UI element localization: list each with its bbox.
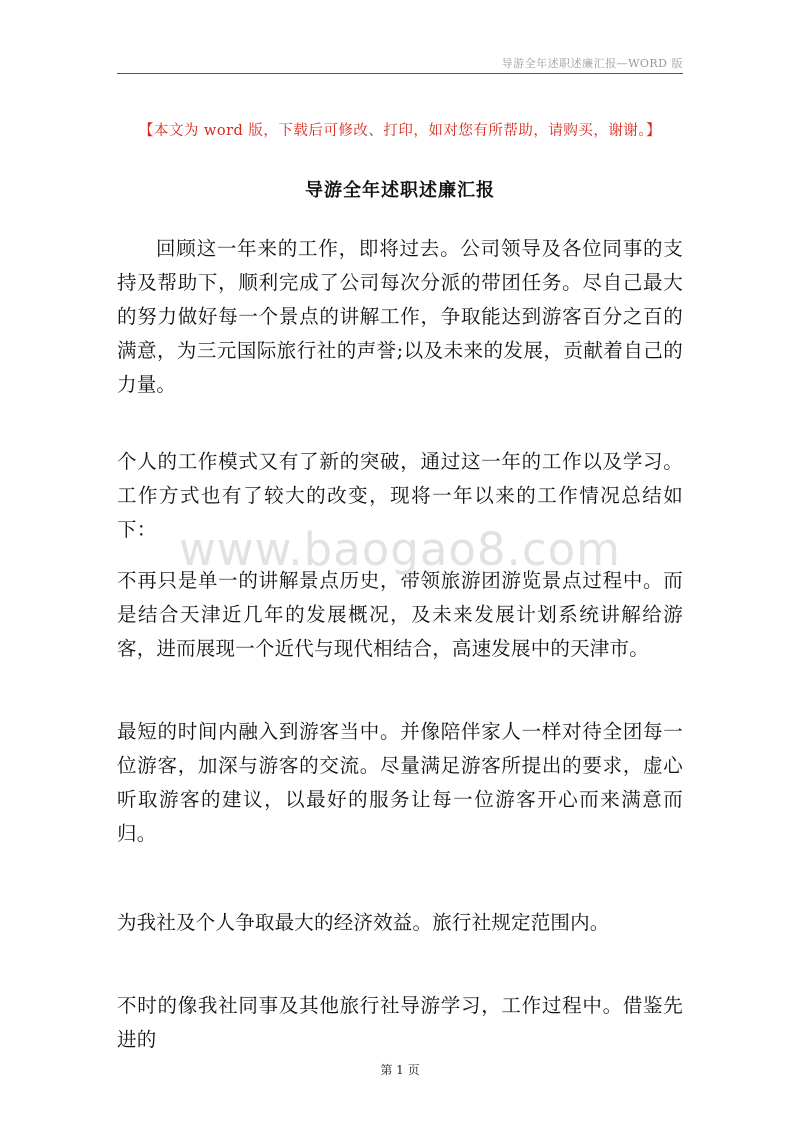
paragraph-1: 回顾这一年来的工作，即将过去。公司领导及各位同事的支持及帮助下，顺利完成了公司每次分派的带团任务。尽自己最大的努力做好每一个景点的讲解工作，争取能达到游客百分之百的满意，为三元国际旅行社的声誉;以及未来的发展，贡献着自己的力量。 [117,237,683,396]
paragraph-6: 不时的像我社同事及其他旅行社导游学习，工作过程中。借鉴先进的 [117,994,683,1051]
running-header: 导游全年述职述廉汇报—WORD 版 [501,57,683,70]
paragraph-2: 个人的工作模式又有了新的突破，通过这一年的工作以及学习。工作方式也有了较大的改变，现将一年以来的工作情况总结如下： [117,450,683,541]
paragraph-3: 不再只是单一的讲解景点历史，带领旅游团游览景点过程中。而是结合天津近几年的发展概况，及未来发展计划系统讲解给游客，进而展现一个近代与现代相结合，高速发展中的天津市。 [117,569,683,660]
purchase-notice: 【本文为 word 版，下载后可修改、打印，如对您有所帮助，请购买，谢谢。】 [138,123,662,139]
header-divider [117,73,683,74]
site-watermark: www.baogao8.com [179,523,621,576]
paragraph-5: 为我社及个人争取最大的经济效益。旅行社规定范围内。 [117,911,610,934]
document-title: 导游全年述职述廉汇报 [305,180,495,201]
page-number: 第 1 页 [380,1063,420,1077]
paragraph-4: 最短的时间内融入到游客当中。并像陪伴家人一样对待全团每一位游客，加深与游客的交流。尽量满足游客所提出的要求，虚心听取游客的建议，以最好的服务让每一位游客开心而来满意而归。 [117,720,683,845]
